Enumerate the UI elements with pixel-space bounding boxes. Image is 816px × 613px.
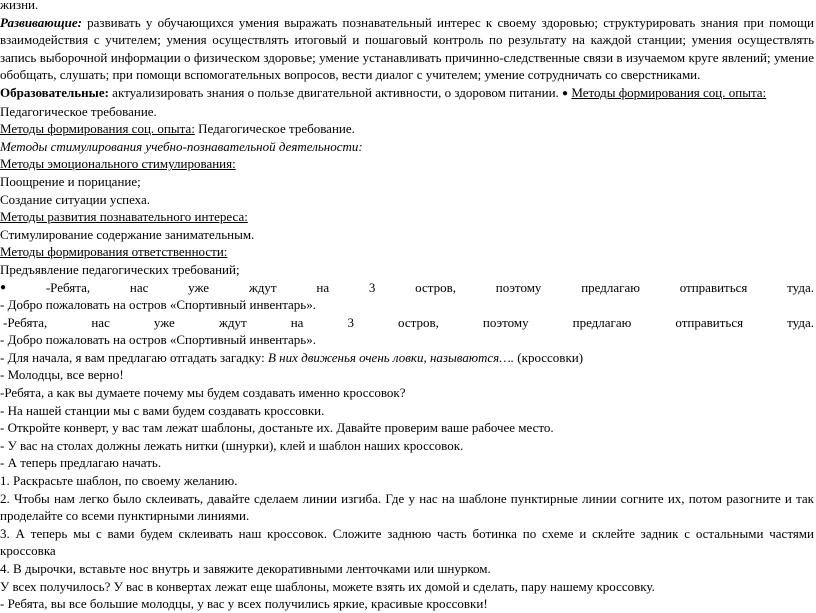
step-1: 1. Раскрасьте шаблон, по своему желанию.	[0, 473, 238, 489]
social-methods-line	[0, 120, 814, 138]
word: 3	[347, 314, 354, 330]
text-line: - Добро пожаловать на остров «Спортивный инвентарь».	[0, 297, 316, 313]
word: уже	[188, 279, 210, 295]
bullet-icon: ●	[0, 281, 7, 293]
interest-methods-heading: Методы развития познавательного интереса:	[0, 209, 248, 225]
text-line: - Ребята, вы все большие молодцы, у вас у всех получились яркие, красивые кроссовки!	[0, 596, 488, 612]
educational-goals-paragraph	[0, 84, 814, 120]
word: -Ребята,	[3, 314, 48, 330]
text-line: Создание ситуации успеха.	[0, 191, 151, 207]
educational-goals-text: актуализировать знания о пользе двигательной активности, о здоровом питании.	[108, 84, 563, 100]
emotional-methods-heading: Методы эмоционального стимулирования:	[0, 156, 236, 172]
text-line: - Молодцы, все верно!	[0, 367, 124, 383]
word: ждут	[248, 279, 277, 295]
text-line: - Добро пожаловать на остров «Спортивный инвентарь».	[0, 332, 316, 348]
text-line: - На нашей станции мы с вами будем создавать кроссовки.	[0, 402, 325, 418]
word: уже	[153, 314, 175, 330]
step-3: 3. А теперь мы с вами будем склеивать наш кроссовок. Сложите заднюю часть ботинка по схеме и склейте задник с остальными частями кроссовка	[0, 525, 814, 559]
developing-goals-paragraph	[0, 14, 814, 84]
text-line: Поощрение и порицание;	[0, 173, 141, 189]
word: нас	[91, 314, 110, 330]
riddle-text: В них движенья очень ловки, называются….	[267, 349, 515, 365]
text-line: - У вас на столах должны лежать нитки (шнурки), клей и шаблон наших кроссовок.	[0, 437, 464, 453]
text-line: Предъявление педагогических требований;	[0, 261, 240, 277]
text-line: - Откройте конверт, у вас там лежат шаблоны, достаньте их. Давайте проверим ваше рабочее место.	[0, 420, 554, 436]
word: предлагаю	[581, 279, 640, 295]
pedagogical-requirement-text: Педагогическое требование.	[0, 103, 157, 119]
word: ждут	[218, 314, 247, 330]
step-4: 4. В дырочки, вставьте нос внутрь и завяжите декоративными ленточками или шнурком.	[0, 561, 491, 576]
justified-dialogue-line	[0, 279, 814, 297]
step-2: 2. Чтобы нам легко было склеивать, давайте сделаем линии изгиба. Где у нас на шаблоне пунктирные линии согните их, потом разогните и так проделайте со всеми пунктирными линиями.	[0, 490, 814, 524]
justified-dialogue-line	[0, 314, 814, 332]
word: отправиться	[675, 314, 744, 330]
word: на	[316, 279, 330, 295]
word: туда.	[787, 279, 814, 295]
word: остров,	[398, 314, 439, 330]
developing-goals-text: развивать у обучающихся умения выражать познавательный интерес к своему здоровью; структурировать знания при помощи взаимодействия с учителем; умения осуществлять итоговый и пошаговый контроль по результату на каждой станции; умения осуществлять запись выборочной информации о физическом здоровье; умение устанавливать причинно-следственные связи в изучаемом круге явлений; умение обобщать, слушать; при помощи вспомогательных вопросов, вести диалог с учителем; умение сотрудничать со сверстниками.	[0, 14, 814, 83]
riddle-line	[0, 349, 814, 367]
text-line: жизни.	[0, 0, 39, 12]
word: на	[290, 314, 304, 330]
developing-goals-label: Развивающие:	[0, 14, 82, 30]
text-line: Стимулирование содержание занимательным.	[0, 226, 255, 242]
social-methods-label: Методы формирования соц. опыта:	[0, 121, 195, 137]
word: -Ребята,	[45, 279, 91, 295]
text-line: -Ребята, а как вы думаете почему мы будем создавать именно кроссовок?	[0, 385, 406, 401]
text-line: У всех получилось? У вас в конвертах лежат еще шаблоны, можете взять их домой и сделать, пару нашему кроссовку.	[0, 578, 655, 594]
stimulation-methods-heading: Методы стимулирования учебно-познавательной деятельности:	[0, 138, 363, 154]
riddle-answer: (кроссовки)	[514, 349, 584, 365]
word: остров,	[415, 279, 456, 295]
educational-goals-label: Образовательные:	[0, 84, 109, 100]
bullet-icon: ●	[562, 87, 569, 99]
word: поэтому	[495, 279, 542, 295]
word: туда.	[787, 314, 814, 330]
responsibility-methods-heading: Методы формирования ответственности:	[0, 244, 228, 260]
social-methods-text: Педагогическое требование.	[194, 121, 355, 137]
methods-social-experience-label: Методы формирования соц. опыта:	[571, 84, 767, 100]
word: поэтому	[482, 314, 529, 330]
word: нас	[129, 279, 149, 295]
word: предлагаю	[572, 314, 632, 330]
text-line: - А теперь предлагаю начать.	[0, 455, 162, 471]
riddle-intro: - Для начала, я вам предлагаю отгадать загадку:	[0, 349, 268, 365]
word: отправиться	[679, 279, 748, 295]
word: 3	[368, 279, 376, 295]
